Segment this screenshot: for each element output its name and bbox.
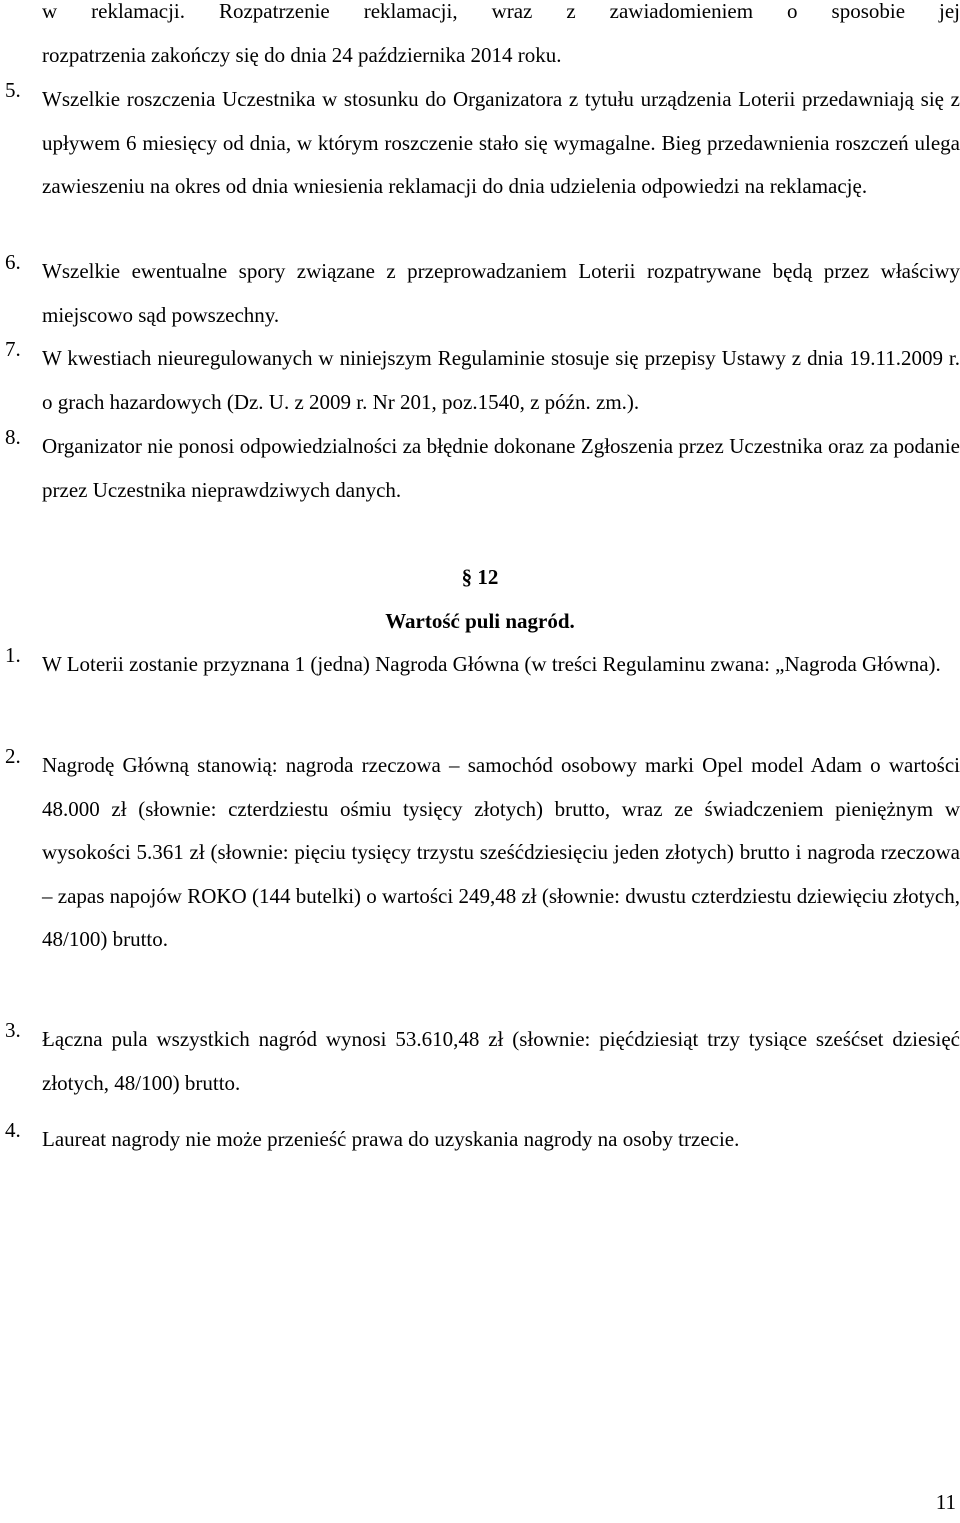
list-item-number: 5. — [5, 78, 21, 102]
section-number: § 12 — [461, 565, 499, 589]
prize-item-4 — [0, 1118, 960, 1162]
list-item-text: Nagrodę Główną stanowią: nagroda rzeczowa – samochód osobowy marki Opel model Adam o wartości 48.000 zł (słownie: czterdziestu ośmiu tysięcy złotych) brutto, wraz ze świadczeniem pieniężnym w wysokości 5.361 zł (słownie: pięciu tysięcy trzystu sześćdziesięciu jeden złotych) brutto i nagroda rzeczowa – zapas napojów ROKO (144 butelki) o wartości 249,48 zł (słownie: dwustu czterdziestu dziewięciu złotych, 48/100) brutto. — [42, 753, 960, 951]
list-item-text: Organizator nie ponosi odpowiedzialności za błędnie dokonane Zgłoszenia przez Uczestnika oraz za podanie przez Uczestnika nieprawdziwych danych. — [42, 434, 960, 502]
page-number: 11 — [935, 1490, 956, 1514]
prize-item-3 — [0, 1018, 960, 1105]
list-item-text: W kwestiach nieuregulowanych w niniejszym Regulaminie stosuje się przepisy Ustawy z dnia 19.11.2009 r. o grach hazardowych (Dz. U. z 2009 r. Nr 201, poz.1540, z późn. zm.). — [42, 346, 960, 414]
list-item-text: Laureat nagrody nie może przenieść prawa do uzyskania nagrody na osoby trzecie. — [42, 1127, 740, 1151]
section-title: Wartość puli nagród. — [385, 609, 575, 633]
list-item-number: 8. — [5, 425, 21, 449]
list-item-text: Wszelkie roszczenia Uczestnika w stosunku do Organizatora z tytułu urządzenia Loterii przedawniają się z upływem 6 miesięcy od dnia, w którym roszczenie stało się wymagalne. Bieg przedawnienia roszczeń ulega zawieszeniu na okres od dnia wniesienia reklamacji do dnia udzielenia odpowiedzi na reklamację. — [42, 87, 960, 198]
list-item-5 — [0, 78, 960, 209]
list-item-number: 7. — [5, 337, 21, 361]
list-item-8 — [0, 425, 960, 512]
prize-item-2 — [0, 744, 960, 962]
list-item-number: 6. — [5, 250, 21, 274]
list-item-number: 4. — [5, 1118, 21, 1142]
continuation-line-2: rozpatrzenia zakończy się do dnia 24 października 2014 roku. — [42, 42, 562, 67]
list-item-text: Łączna pula wszystkich nagród wynosi 53.610,48 zł (słownie: pięćdziesiąt trzy tysiące sześćset dziesięć złotych, 48/100) brutto. — [42, 1027, 960, 1095]
list-item-text: Wszelkie ewentualne spory związane z przeprowadzaniem Loterii rozpatrywane będą przez właściwy miejscowo sąd powszechny. — [42, 259, 960, 327]
prize-item-1 — [0, 643, 960, 687]
list-item-number: 3. — [5, 1018, 21, 1042]
list-item-number: 2. — [5, 744, 21, 768]
continuation-line-1: w reklamacji. Rozpatrzenie reklamacji, wraz z zawiadomieniem o sposobie jej — [42, 0, 960, 23]
list-item-text: W Loterii zostanie przyznana 1 (jedna) Nagroda Główna (w treści Regulaminu zwana: „Nagroda Główna). — [42, 652, 941, 676]
list-item-7 — [0, 337, 960, 424]
list-item-6 — [0, 250, 960, 337]
continuation-paragraph — [0, 0, 960, 77]
list-item-number: 1. — [5, 643, 21, 667]
